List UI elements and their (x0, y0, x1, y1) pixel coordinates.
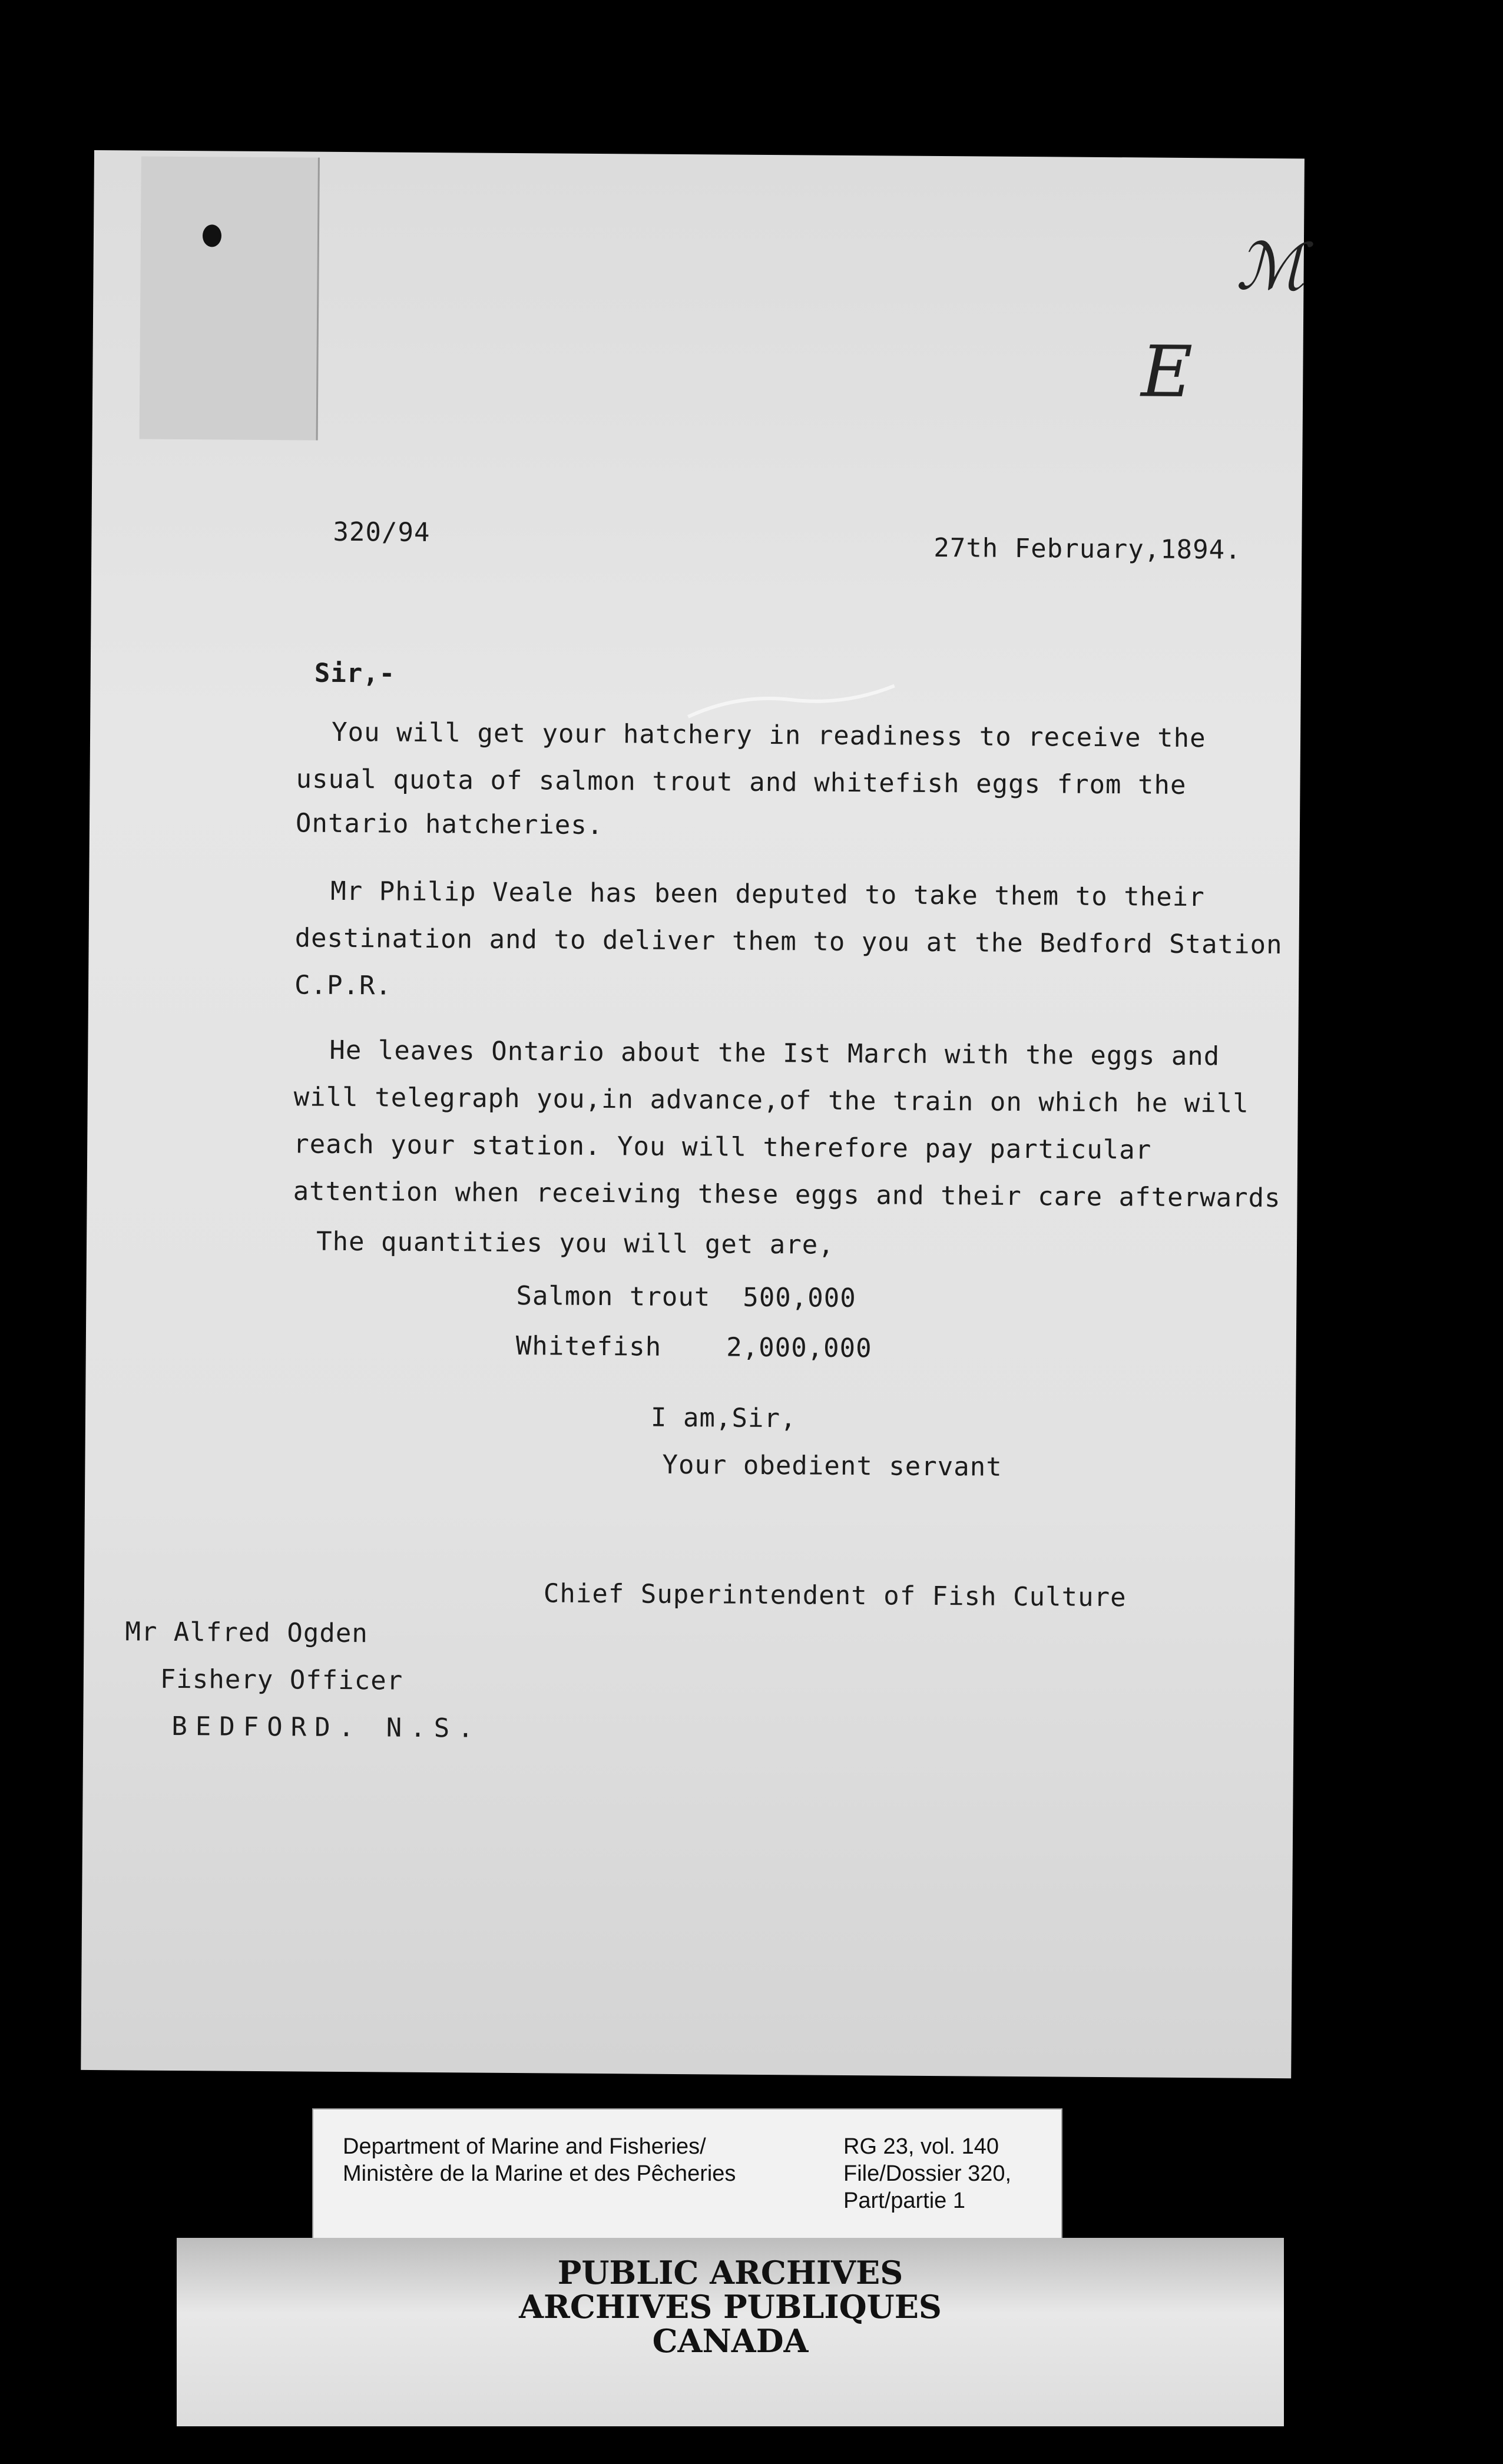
quantity-item: Salmon trout (516, 1281, 711, 1313)
handwritten-mark: ℳ (1236, 228, 1306, 305)
letter-sheet (81, 150, 1305, 2078)
part-partie: Part/partie 1 (843, 2188, 965, 2213)
archive-stamp (177, 2256, 1284, 2358)
body-line: Mr Philip Veale has been deputed to take them to their (330, 876, 1205, 913)
closing-line: Your obedient servant (662, 1449, 1002, 1482)
body-line: will telegraph you,in advance,of the train on which he will (293, 1082, 1249, 1119)
addressee-location: BEDFORD. N.S. (171, 1711, 482, 1744)
body-line: Ontario hatcheries. (295, 808, 604, 841)
salutation: Sir,- (314, 658, 396, 689)
body-line: attention when receiving these eggs and their care afterwards (293, 1176, 1281, 1214)
archive-stamp-strip (177, 2238, 1284, 2426)
quantity-row (516, 1281, 856, 1313)
addressee-name: Mr Alfred Ogden (125, 1617, 368, 1649)
record-reference-block (843, 2133, 1011, 2214)
body-line: You will get your hatchery in readiness to receive the (331, 717, 1206, 754)
stamp-line: ARCHIVES PUBLIQUES (519, 2288, 942, 2326)
file-dossier: File/Dossier 320, (843, 2161, 1012, 2186)
quantity-amount: 2,000,000 (726, 1332, 872, 1364)
handwritten-letter-mark: E (1140, 331, 1193, 414)
body-line: destination and to deliver them to you at the Bedford Station (294, 923, 1283, 961)
stamp-line: CANADA (652, 2322, 809, 2360)
department-block (343, 2133, 736, 2187)
body-line: He leaves Ontario about the Ist March with the eggs and (329, 1035, 1220, 1072)
punch-hole (203, 224, 221, 247)
file-reference: 320/94 (333, 516, 431, 548)
letter-date: 27th February,1894. (933, 532, 1242, 565)
closing-line: I am,Sir, (650, 1402, 797, 1434)
body-line: usual quota of salmon trout and whitefish eggs from the (296, 764, 1187, 800)
pen-scribble (685, 681, 897, 724)
stamp-line: PUBLIC ARCHIVES (557, 2254, 903, 2291)
sheet-tab (140, 157, 320, 441)
department-en: Department of Marine and Fisheries/ (343, 2134, 706, 2159)
record-group: RG 23, vol. 140 (843, 2134, 999, 2159)
addressee-title: Fishery Officer (160, 1664, 403, 1696)
department-fr: Ministère de la Marine et des Pêcheries (343, 2161, 736, 2186)
archive-reference-label (312, 2108, 1062, 2246)
quantity-amount: 500,000 (743, 1282, 856, 1314)
body-line: reach your station. You will therefore pay particular (293, 1129, 1152, 1165)
quantity-item: Whitefish (515, 1331, 662, 1362)
body-line: The quantities you will get are, (316, 1226, 835, 1260)
quantity-row (516, 1331, 872, 1363)
signature-line: Chief Superintendent of Fish Culture (543, 1578, 1127, 1613)
body-line: C.P.R. (294, 970, 392, 1001)
